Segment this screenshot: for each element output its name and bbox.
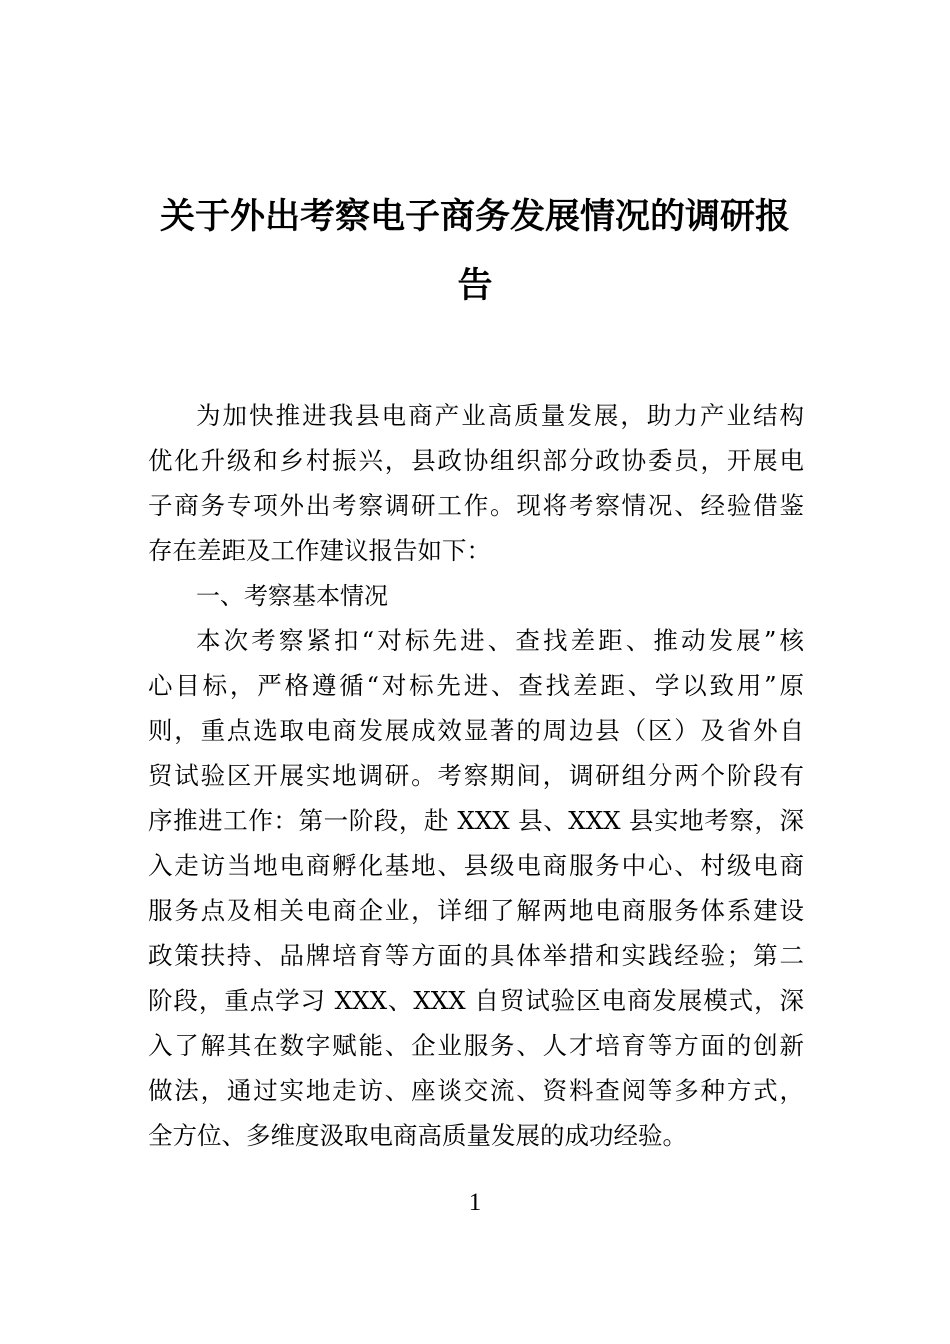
intro-line-3: 子商务专项外出考察调研工作。现将考察情况、经验借鉴	[148, 491, 804, 520]
body-line-4: 贸试验区开展实地调研。考察期间，调研组分两个阶段有	[148, 761, 804, 790]
body-line-6: 入走访当地电商孵化基地、县级电商服务中心、村级电商	[148, 851, 804, 880]
body-line-1: 本次考察紧扣“对标先进、查找差距、推动发展”核	[196, 626, 804, 655]
body-line-10: 入了解其在数字赋能、企业服务、人才培育等方面的创新	[148, 1031, 804, 1060]
intro-line-4: 存在差距及工作建议报告如下：	[148, 536, 491, 565]
intro-line-2: 优化升级和乡村振兴，县政协组织部分政协委员，开展电	[148, 446, 804, 475]
body-line-3: 则，重点选取电商发展成效显著的周边县（区）及省外自	[148, 716, 804, 745]
body-line-9: 阶段，重点学习 XXX、XXX 自贸试验区电商发展模式，深	[148, 986, 804, 1015]
body-line-5: 序推进工作：第一阶段，赴 XXX 县、XXX 县实地考察，深	[148, 806, 804, 835]
page-number: 1	[468, 1189, 482, 1216]
intro-line-1: 为加快推进我县电商产业高质量发展，助力产业结构	[196, 401, 804, 430]
body-line-7: 服务点及相关电商企业，详细了解两地电商服务体系建设	[148, 896, 804, 925]
body-line-8: 政策扶持、品牌培育等方面的具体举措和实践经验；第二	[148, 941, 804, 970]
document-title-line-1: 关于外出考察电子商务发展情况的调研报	[159, 196, 790, 237]
body-line-12: 全方位、多维度汲取电商高质量发展的成功经验。	[148, 1121, 687, 1150]
body-line-2: 心目标，严格遵循“对标先进、查找差距、学以致用”原	[148, 671, 804, 700]
section-heading: 一、考察基本情况	[196, 582, 388, 610]
body-line-11: 做法，通过实地走访、座谈交流、资料查阅等多种方式，	[148, 1076, 804, 1105]
document-title-line-2: 告	[457, 265, 493, 306]
